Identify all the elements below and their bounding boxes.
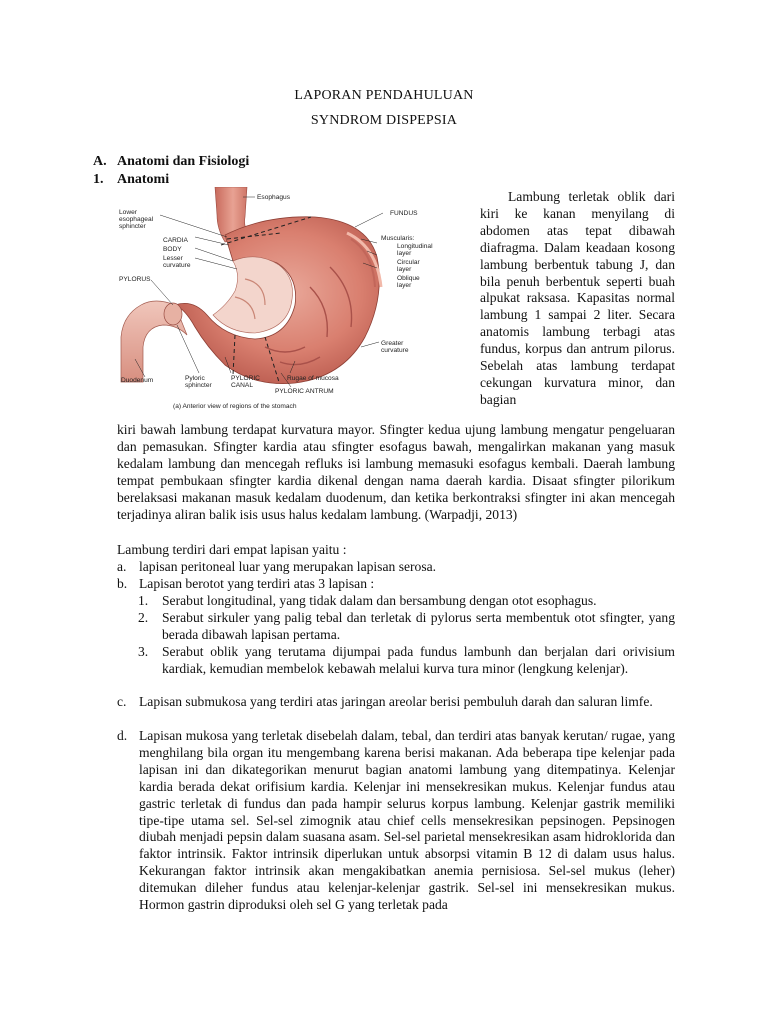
label-longitudinal-layer: layer [397,250,412,257]
layers-intro [117,542,675,559]
label-rugae-of-mucosa: Rugae of mucosa [287,375,339,382]
list-marker: 1. [138,593,149,608]
muscle-layer-item-2 [138,610,675,644]
label-muscularis: Muscularis: [381,235,415,242]
label-circular-layer: layer [397,266,412,273]
list-item-text: Serabut sirkuler yang palig tebal dan terletak di pylorus serta membentuk otot sfingter, yang berada dibawah lapisan pertama. [162,610,675,642]
label-esophagus: Esophagus [257,194,290,201]
intro-continuation [117,422,675,523]
list-marker: a. [117,559,127,574]
figure-caption: (a) Anterior view of regions of the stomach [173,403,297,410]
label-lower-esophageal-sphincter: esophageal [119,216,154,223]
label-lesser-curvature: curvature [163,262,191,269]
label-pyloric-canal: CANAL [231,382,253,389]
layer-item-a [117,559,675,576]
intro-paragraph-column [480,189,675,409]
intro-paragraph: Lambung terletak oblik dari kiri ke kanan menyilang di abdomen atas tepat dibawah diafragma. Dalam keadaan kosong lambung berbentuk tabung J, dan bila penuh berbentuk seperti buah alpukat raksasa. Kapasitas normal lambung 1 sampai 2 liter. Secara anatomis lambung terbagi atas fundus, korpus dan antrum pilorus. Sebelah atas lambung terdapat cekungan kurvatura minor, dan bagian [480,189,675,407]
section-label: Anatomi [117,172,170,187]
label-lesser-curvature: Lesser [163,255,183,262]
list-item-text: Lapisan submukosa yang terdiri atas jaringan areolar berisi pembuluh darah dan saluran limfe. [139,694,653,709]
list-item-text: Lapisan berotot yang terdiri atas 3 lapisan : [139,576,375,591]
label-oblique-layer: Oblique [397,275,420,282]
label-duodenum: Duodenum [121,377,154,384]
muscle-layer-item-1 [138,593,675,610]
list-item-text: Serabut oblik yang terutama dijumpai pada fundus lambunh dan berjalan dari orivisium kardiak, kemudian membelok kebawah melalui kurva tura minor (lengkung kelenjar). [162,644,675,676]
section-heading-a [93,154,393,172]
label-pyloric-sphincter: sphincter [185,382,212,389]
muscle-layer-item-3 [138,644,675,678]
section-number: 1. [93,172,104,187]
label-greater-curvature: Greater [381,340,404,347]
label-oblique-layer: layer [397,282,412,289]
stomach-anatomy-figure [115,187,461,415]
list-marker: 3. [138,644,149,659]
label-body: BODY [163,246,182,253]
layer-item-d [117,728,675,914]
label-greater-curvature: curvature [381,347,409,354]
label-circular-layer: Circular [397,259,420,266]
layer-item-c [117,694,675,711]
label-lower-esophageal-sphincter: sphincter [119,223,146,230]
list-item-text: Lapisan mukosa yang terletak disebelah dalam, tebal, dan terdiri atas banyak kerutan/ rugae, yang menghilang bila organ itu mengembang karena berisi makanan. Ada beberapa tipe kelenjar pada lapisan ini dan dikategorikan menurut bagian anatomi lambung yang ditempatinya. Kelenjar kardia berada dekat orifisium kardia. Kelenjar ini mensekresikan mukus. Kelenjar fundus atau gastric terletak di fundus dan pada hampir selurus korpus lambung. Kelenjar gastrik memiliki tipe-tipe utama sel. Sel-sel zimognik atau chief cells mensekresikan pepsinogen. Pepsinogen diubah menjadi pepsin dalam suasana asam. Sel-sel parietal mensekresikan asam hidroklorida dan faktor intrinsik. Faktor intrinsik diperlukan untuk absorpsi vitamin B 12 di dalam usus halus. Kekurangan faktor intrinsik akan mengakibatkan anemia pernisiosa. Sel-sel mukus (leher) ditemukan dileher fundus atau kelenjar-kelenjar gastrik. Sel-sel ini mensekresikan mukus. Hormon gastrin diproduksi oleh sel G yang terletak pada [139,728,675,913]
label-longitudinal-layer: Longitudinal [397,243,433,250]
section-label: Anatomi dan Fisiologi [117,154,250,169]
list-item-text: lapisan peritoneal luar yang merupakan lapisan serosa. [139,559,437,574]
list-marker: c. [117,694,127,709]
intro-continuation-text: kiri bawah lambung terdapat kurvatura mayor. Sfingter kedua ujung lambung mengatur pengeluaran dan pemasukan. Sfingter kardia atau sfingter esofagus bawah, mengalirkan makanan yang masuk kedalam lambung dan mencegah refluks isi lambung memasuki esofagus kembali. Daerah lambung tempat pembukaan sfingter kardia dikenal dengan nama daerah kardia. Disaat sfingter pilorikum berelaksasi makanan masuk kedalam duodenum, dan ketika berkontraksi sfingter ini akan mencegah terjadinya aliran balik isis usus halus kedalam lambung. (Warpadji, 2013) [117,422,675,522]
report-title: LAPORAN PENDAHULUAN [294,88,474,103]
layers-intro-text: Lambung terdiri dari empat lapisan yaitu : [117,542,347,557]
list-item-text: Serabut longitudinal, yang tidak dalam dan bersambung dengan otot esophagus. [162,593,597,608]
label-fundus: FUNDUS [390,210,418,217]
layer-item-b [117,576,675,593]
label-pyloric-sphincter: Pyloric [185,375,205,382]
list-marker: d. [117,728,128,743]
label-cardia: CARDIA [163,237,188,244]
report-subtitle: SYNDROM DISPEPSIA [310,113,458,128]
label-lower-esophageal-sphincter: Lower [119,209,137,216]
list-marker: b. [117,576,128,591]
label-pyloric-canal: PYLORIC [231,375,260,382]
stomach-illustration [115,187,461,415]
list-marker: 2. [138,610,149,625]
label-pylorus: PYLORUS [119,276,151,283]
section-number: A. [93,154,107,169]
label-pyloric-antrum: PYLORIC ANTRUM [275,388,334,395]
